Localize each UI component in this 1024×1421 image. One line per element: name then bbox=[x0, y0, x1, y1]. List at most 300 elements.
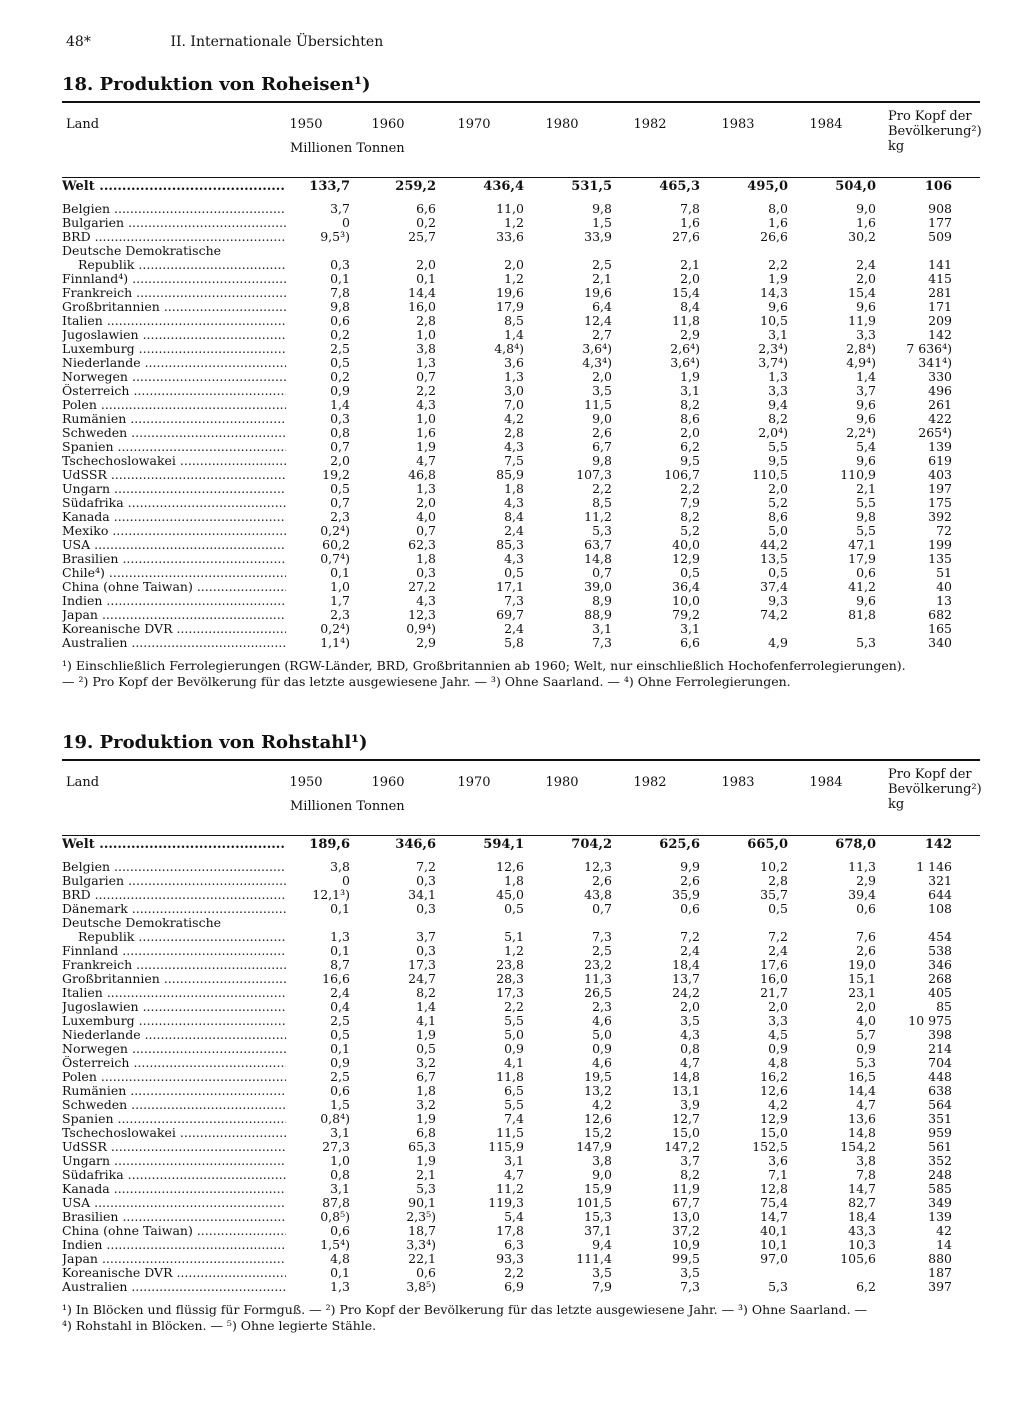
per-capita-cell: 585 bbox=[928, 1181, 952, 1196]
country-cell bbox=[62, 580, 286, 594]
value-cell: 7,8 bbox=[330, 285, 350, 300]
value-cell: 0,8 bbox=[330, 1167, 350, 1182]
value-cell: 14,3 bbox=[760, 285, 788, 300]
value-cell: 4,6 bbox=[592, 1055, 612, 1070]
value-cell: 0,5 bbox=[680, 565, 700, 580]
table-row bbox=[62, 300, 980, 314]
value-cell: 665,0 bbox=[747, 837, 788, 852]
value-cell: 2,1 bbox=[680, 257, 700, 272]
value-cell: 0,4 bbox=[330, 999, 350, 1014]
value-cell: 2,5 bbox=[330, 341, 350, 356]
per-capita-cell bbox=[882, 244, 980, 258]
value-cell: 147,9 bbox=[576, 1139, 612, 1154]
value-cell: 11,5 bbox=[496, 1125, 524, 1140]
column-header-per-capita: Pro Kopf der Bevölkerung²) kg bbox=[888, 109, 982, 154]
value-cell: 0,5 bbox=[330, 481, 350, 496]
value-cell: 1,4 bbox=[856, 369, 876, 384]
value-cell: 0 bbox=[342, 873, 350, 888]
value-cell: 6,4 bbox=[592, 299, 612, 314]
country-name: Finnland ..... bbox=[62, 944, 286, 958]
unit-label: Millionen Tonnen bbox=[290, 799, 405, 814]
value-cell: 37,2 bbox=[672, 1223, 700, 1238]
table-row bbox=[62, 986, 980, 1000]
value-cell: 11,9 bbox=[848, 313, 876, 328]
value-cell: 12,6 bbox=[584, 1111, 612, 1126]
column-header-year: 1982 bbox=[633, 117, 667, 132]
value-cell: 11,9 bbox=[672, 1181, 700, 1196]
value-cell: 35,9 bbox=[672, 887, 700, 902]
country-cell bbox=[62, 608, 286, 622]
value-cell: 3,6 bbox=[504, 355, 524, 370]
country-cell bbox=[62, 1224, 286, 1238]
value-cell: 93,3 bbox=[496, 1251, 524, 1266]
value-cell: 2,4 bbox=[330, 985, 350, 1000]
value-cell: 9,3 bbox=[768, 593, 788, 608]
value-cell: 9,8 bbox=[856, 509, 876, 524]
value-cell: 2,9 bbox=[856, 873, 876, 888]
table-row bbox=[62, 510, 980, 524]
value-cell: 5,5 bbox=[856, 495, 876, 510]
value-cell: 7,6 bbox=[856, 929, 876, 944]
value-cell: 13,1 bbox=[672, 1083, 700, 1098]
value-cell: 17,3 bbox=[408, 957, 436, 972]
per-capita-cell: 398 bbox=[928, 1027, 952, 1042]
value-cell: 1,9 bbox=[680, 369, 700, 384]
per-capita-cell: 142 bbox=[924, 837, 952, 852]
value-cell: 0,6 bbox=[856, 565, 876, 580]
value-cell: 3,0 bbox=[504, 383, 524, 398]
value-cell: 81,8 bbox=[848, 607, 876, 622]
value-cell: 2,0 bbox=[680, 271, 700, 286]
value-cell: 9,0 bbox=[856, 201, 876, 216]
value-cell: 2,6 bbox=[592, 873, 612, 888]
value-cell: 0,6 bbox=[330, 1083, 350, 1098]
value-cell: 6,2 bbox=[856, 1279, 876, 1294]
country-name: Jugoslawien ..... bbox=[62, 1000, 286, 1014]
value-cell: 0,6 bbox=[416, 1265, 436, 1280]
value-cell: 0,5 bbox=[768, 565, 788, 580]
table-row bbox=[62, 1224, 980, 1238]
column-header-year: 1950 bbox=[289, 775, 323, 790]
per-capita-cell: 7 636⁴) bbox=[906, 341, 952, 356]
value-cell: 678,0 bbox=[835, 837, 876, 852]
country-cell bbox=[62, 1168, 286, 1182]
value-cell: 5,5 bbox=[856, 523, 876, 538]
value-cell: 2,2 bbox=[504, 999, 524, 1014]
column-header-land: Land bbox=[66, 117, 100, 132]
value-cell: 12,9 bbox=[672, 551, 700, 566]
value-cell: 10,3 bbox=[848, 1237, 876, 1252]
country-name: Belgien ..... bbox=[62, 202, 286, 216]
value-cell: 21,7 bbox=[760, 985, 788, 1000]
country-name: BRD ..... bbox=[62, 888, 286, 902]
per-capita-cell: 405 bbox=[928, 985, 952, 1000]
value-cell: 4,9 bbox=[768, 635, 788, 650]
value-cell: 2,0 bbox=[856, 271, 876, 286]
country-name: Tschechoslowakei ..... bbox=[62, 454, 286, 468]
value-cell: 0,7 bbox=[330, 439, 350, 454]
table-row bbox=[62, 286, 980, 300]
per-capita-cell: 165 bbox=[928, 621, 952, 636]
table-row bbox=[62, 496, 980, 510]
table-row bbox=[62, 258, 980, 272]
value-cell: 1,5 bbox=[592, 215, 612, 230]
country-name: Polen ..... bbox=[62, 1070, 286, 1084]
value-cell: 115,9 bbox=[488, 1139, 524, 1154]
value-cell: 7,8 bbox=[680, 201, 700, 216]
value-cell: 0,1 bbox=[330, 565, 350, 580]
value-cell: 0,8⁵) bbox=[320, 1209, 350, 1224]
value-cell: 2,0⁴) bbox=[758, 425, 788, 440]
value-cell: 17,9 bbox=[496, 299, 524, 314]
value-cell: 0,2 bbox=[330, 369, 350, 384]
value-cell: 0 bbox=[342, 215, 350, 230]
value-cell: 1,0 bbox=[330, 579, 350, 594]
value-cell: 0,9 bbox=[330, 1055, 350, 1070]
value-cell bbox=[442, 244, 530, 258]
value-cell: 15,9 bbox=[584, 1181, 612, 1196]
value-cell bbox=[706, 244, 794, 258]
country-name: Dänemark ..... bbox=[62, 902, 286, 916]
value-cell: 504,0 bbox=[835, 179, 876, 194]
per-capita-cell: 422 bbox=[928, 411, 952, 426]
value-cell: 0,3 bbox=[416, 901, 436, 916]
value-cell: 17,1 bbox=[496, 579, 524, 594]
value-cell: 5,2 bbox=[680, 523, 700, 538]
country-cell bbox=[62, 916, 286, 930]
value-cell: 19,6 bbox=[496, 285, 524, 300]
country-name: Belgien ..... bbox=[62, 860, 286, 874]
value-cell: 0,7 bbox=[416, 523, 436, 538]
value-cell: 3,1 bbox=[504, 1153, 524, 1168]
value-cell: 40,1 bbox=[760, 1223, 788, 1238]
value-cell: 5,3 bbox=[592, 523, 612, 538]
country-name: Koreanische DVR ..... bbox=[62, 622, 286, 636]
value-cell: 7,9 bbox=[592, 1279, 612, 1294]
value-cell bbox=[794, 1266, 882, 1280]
country-name: Frankreich ..... bbox=[62, 286, 286, 300]
country-name: Spanien ..... bbox=[62, 1112, 286, 1126]
value-cell: 0,2⁴) bbox=[320, 621, 350, 636]
per-capita-cell: 454 bbox=[928, 929, 952, 944]
value-cell: 2,0 bbox=[416, 257, 436, 272]
country-name: Bulgarien ..... bbox=[62, 216, 286, 230]
country-name: Polen ..... bbox=[62, 398, 286, 412]
value-cell: 35,7 bbox=[760, 887, 788, 902]
footnote-line: ⁴) Rohstahl in Blöcken. — ⁵) Ohne legierte Stähle. bbox=[62, 1318, 377, 1333]
table-title: 18. Produktion von Roheisen¹) bbox=[62, 74, 371, 95]
value-cell: 11,0 bbox=[496, 201, 524, 216]
country-cell bbox=[62, 958, 286, 972]
country-cell bbox=[62, 636, 286, 650]
country-cell bbox=[62, 1098, 286, 1112]
value-cell: 1,5 bbox=[330, 1097, 350, 1112]
value-cell bbox=[356, 916, 442, 930]
value-cell: 19,5 bbox=[584, 1069, 612, 1084]
table-title: 19. Produktion von Rohstahl¹) bbox=[62, 732, 368, 753]
world-row bbox=[62, 836, 980, 860]
value-cell: 14,8 bbox=[848, 1125, 876, 1140]
value-cell: 0,7 bbox=[592, 565, 612, 580]
value-cell: 0,7 bbox=[592, 901, 612, 916]
value-cell: 101,5 bbox=[576, 1195, 612, 1210]
value-cell: 4,3 bbox=[504, 551, 524, 566]
value-cell: 1,3 bbox=[768, 369, 788, 384]
table-row bbox=[62, 888, 980, 902]
value-cell: 4,9⁴) bbox=[846, 355, 876, 370]
value-cell: 259,2 bbox=[395, 179, 436, 194]
value-cell: 6,6 bbox=[680, 635, 700, 650]
table-row bbox=[62, 440, 980, 454]
value-cell: 1,8 bbox=[504, 481, 524, 496]
value-cell: 2,8⁴) bbox=[846, 341, 876, 356]
value-cell: 4,2 bbox=[592, 1097, 612, 1112]
value-cell: 0,1 bbox=[330, 271, 350, 286]
value-cell: 7,8 bbox=[856, 1167, 876, 1182]
country-name: Niederlande ..... bbox=[62, 356, 286, 370]
value-cell: 14,4 bbox=[408, 285, 436, 300]
table-row bbox=[62, 426, 980, 440]
per-capita-cell: 209 bbox=[928, 313, 952, 328]
value-cell: 6,2 bbox=[680, 439, 700, 454]
country-cell bbox=[62, 510, 286, 524]
per-capita-cell: 346 bbox=[928, 957, 952, 972]
value-cell: 27,3 bbox=[322, 1139, 350, 1154]
value-cell: 85,9 bbox=[496, 467, 524, 482]
table-row bbox=[62, 468, 980, 482]
value-cell bbox=[618, 916, 706, 930]
value-cell: 152,5 bbox=[752, 1139, 788, 1154]
value-cell: 7,3 bbox=[592, 635, 612, 650]
value-cell: 12,3 bbox=[584, 859, 612, 874]
per-capita-cell: 177 bbox=[928, 215, 952, 230]
value-cell: 4,6 bbox=[592, 1013, 612, 1028]
value-cell: 19,6 bbox=[584, 285, 612, 300]
table-row bbox=[62, 314, 980, 328]
value-cell: 9,9 bbox=[680, 859, 700, 874]
table-row bbox=[62, 216, 980, 230]
table-row bbox=[62, 622, 980, 636]
column-header-year: 1960 bbox=[371, 775, 405, 790]
value-cell: 17,3 bbox=[496, 985, 524, 1000]
value-cell: 37,4 bbox=[760, 579, 788, 594]
value-cell: 6,9 bbox=[504, 1279, 524, 1294]
value-cell: 1,7 bbox=[330, 593, 350, 608]
table-row bbox=[62, 1168, 980, 1182]
value-cell: 85,3 bbox=[496, 537, 524, 552]
value-cell: 5,0 bbox=[592, 1027, 612, 1042]
value-cell: 4,5 bbox=[768, 1027, 788, 1042]
country-cell bbox=[62, 370, 286, 384]
value-cell: 2,7 bbox=[592, 327, 612, 342]
value-cell: 18,7 bbox=[408, 1223, 436, 1238]
value-cell: 3,3 bbox=[768, 383, 788, 398]
value-cell: 2,3⁴) bbox=[758, 341, 788, 356]
value-cell: 106,7 bbox=[664, 467, 700, 482]
value-cell: 14,8 bbox=[584, 551, 612, 566]
value-cell: 9,8 bbox=[592, 201, 612, 216]
value-cell: 3,9 bbox=[680, 1097, 700, 1112]
value-cell: 0,9⁴) bbox=[406, 621, 436, 636]
value-cell bbox=[794, 916, 882, 930]
value-cell: 0,8 bbox=[680, 1041, 700, 1056]
country-name: Ungarn ..... bbox=[62, 1154, 286, 1168]
value-cell: 0,1 bbox=[330, 943, 350, 958]
value-cell bbox=[530, 916, 618, 930]
country-name: Brasilien ..... bbox=[62, 1210, 286, 1224]
per-capita-cell: 135 bbox=[928, 551, 952, 566]
per-capita-cell: 619 bbox=[928, 453, 952, 468]
value-cell: 0,9 bbox=[856, 1041, 876, 1056]
country-cell bbox=[62, 1056, 286, 1070]
value-cell: 1,4 bbox=[330, 397, 350, 412]
value-cell: 2,0 bbox=[680, 425, 700, 440]
value-cell: 8,0 bbox=[768, 201, 788, 216]
per-capita-cell: 248 bbox=[928, 1167, 952, 1182]
value-cell: 7,2 bbox=[416, 859, 436, 874]
value-cell: 3,3 bbox=[768, 1013, 788, 1028]
value-cell: 9,6 bbox=[768, 299, 788, 314]
table-row bbox=[62, 398, 980, 412]
value-cell: 47,1 bbox=[848, 537, 876, 552]
value-cell: 704,2 bbox=[571, 837, 612, 852]
value-cell: 1,6 bbox=[768, 215, 788, 230]
value-cell: 7,1 bbox=[768, 1167, 788, 1182]
chapter-title: II. Internationale Übersichten bbox=[170, 34, 384, 50]
value-cell bbox=[442, 916, 530, 930]
country-name: Japan ..... bbox=[62, 1252, 286, 1266]
country-cell bbox=[62, 1140, 286, 1154]
value-cell: 12,8 bbox=[760, 1181, 788, 1196]
value-cell: 2,3⁵) bbox=[406, 1209, 436, 1224]
value-cell: 107,3 bbox=[576, 467, 612, 482]
per-capita-cell: 704 bbox=[928, 1055, 952, 1070]
value-cell: 7,4 bbox=[504, 1111, 524, 1126]
value-cell: 9,6 bbox=[856, 397, 876, 412]
value-cell: 5,3 bbox=[856, 1055, 876, 1070]
table-row bbox=[62, 1112, 980, 1126]
value-cell: 1,2 bbox=[504, 215, 524, 230]
per-capita-cell: 72 bbox=[936, 523, 952, 538]
running-header bbox=[66, 34, 383, 50]
value-cell: 8,5 bbox=[504, 313, 524, 328]
value-cell: 90,1 bbox=[408, 1195, 436, 1210]
country-cell bbox=[62, 230, 286, 244]
table-row bbox=[62, 272, 980, 286]
country-cell bbox=[62, 986, 286, 1000]
country-name: China (ohne Taiwan) ..... bbox=[62, 1224, 286, 1238]
per-capita-cell: 10 975 bbox=[908, 1013, 952, 1028]
value-cell bbox=[286, 916, 356, 930]
value-cell: 7,9 bbox=[680, 495, 700, 510]
value-cell: 9,5 bbox=[768, 453, 788, 468]
country-cell bbox=[62, 972, 286, 986]
value-cell: 3,7 bbox=[330, 201, 350, 216]
country-name: Bulgarien ..... bbox=[62, 874, 286, 888]
table-row bbox=[62, 1028, 980, 1042]
value-cell: 2,1 bbox=[592, 271, 612, 286]
value-cell: 3,7 bbox=[416, 929, 436, 944]
value-cell: 2,1 bbox=[856, 481, 876, 496]
value-cell: 2,0 bbox=[330, 453, 350, 468]
per-capita-cell: 281 bbox=[928, 285, 952, 300]
value-cell: 3,5 bbox=[592, 383, 612, 398]
table-row bbox=[62, 608, 980, 622]
value-cell: 2,6 bbox=[856, 943, 876, 958]
country-name: Australien ..... bbox=[62, 636, 286, 650]
country-cell bbox=[62, 566, 286, 580]
country-cell bbox=[62, 412, 286, 426]
country-cell bbox=[62, 1196, 286, 1210]
value-cell: 4,2 bbox=[504, 411, 524, 426]
country-cell bbox=[62, 1084, 286, 1098]
table-row bbox=[62, 916, 980, 930]
value-cell: 1,9 bbox=[416, 1153, 436, 1168]
value-cell: 2,6 bbox=[592, 425, 612, 440]
value-cell: 9,6 bbox=[856, 411, 876, 426]
value-cell: 88,9 bbox=[584, 607, 612, 622]
value-cell: 0,3 bbox=[416, 565, 436, 580]
value-cell: 4,3 bbox=[504, 439, 524, 454]
value-cell: 2,9 bbox=[680, 327, 700, 342]
country-name: Japan ..... bbox=[62, 608, 286, 622]
table-row bbox=[62, 230, 980, 244]
value-cell: 13,2 bbox=[584, 1083, 612, 1098]
country-name: Niederlande ..... bbox=[62, 1028, 286, 1042]
country-name: Österreich ..... bbox=[62, 1056, 286, 1070]
country-name: Welt ..... bbox=[62, 836, 286, 854]
value-cell: 0,8⁴) bbox=[320, 1111, 350, 1126]
value-cell: 65,3 bbox=[408, 1139, 436, 1154]
value-cell: 0,7⁴) bbox=[320, 551, 350, 566]
value-cell: 4,8 bbox=[768, 1055, 788, 1070]
column-header-year: 1983 bbox=[721, 775, 755, 790]
value-cell: 23,1 bbox=[848, 985, 876, 1000]
table-row bbox=[62, 1140, 980, 1154]
value-cell: 0,8 bbox=[330, 425, 350, 440]
country-cell bbox=[62, 202, 286, 216]
country-name: Finnland⁴) ..... bbox=[62, 272, 286, 286]
value-cell: 15,4 bbox=[848, 285, 876, 300]
country-cell bbox=[62, 1266, 286, 1280]
per-capita-cell: 321 bbox=[928, 873, 952, 888]
per-capita-cell: 171 bbox=[928, 299, 952, 314]
per-capita-cell: 214 bbox=[928, 1041, 952, 1056]
value-cell: 16,2 bbox=[760, 1069, 788, 1084]
table-row bbox=[62, 454, 980, 468]
value-cell: 465,3 bbox=[659, 179, 700, 194]
table-row bbox=[62, 580, 980, 594]
value-cell: 16,5 bbox=[848, 1069, 876, 1084]
per-capita-cell: 1 146 bbox=[916, 859, 952, 874]
table-row bbox=[62, 342, 980, 356]
value-cell: 2,9 bbox=[416, 635, 436, 650]
value-cell bbox=[356, 244, 442, 258]
value-cell: 4,1 bbox=[504, 1055, 524, 1070]
value-cell: 14,8 bbox=[672, 1069, 700, 1084]
value-cell: 4,0 bbox=[416, 509, 436, 524]
table-row bbox=[62, 370, 980, 384]
value-cell: 43,8 bbox=[584, 887, 612, 902]
value-cell: 2,1 bbox=[416, 1167, 436, 1182]
value-cell: 0,5 bbox=[330, 1027, 350, 1042]
value-cell: 44,2 bbox=[760, 537, 788, 552]
value-cell: 3,8 bbox=[856, 1153, 876, 1168]
value-cell: 0,5 bbox=[504, 565, 524, 580]
value-cell: 19,2 bbox=[322, 467, 350, 482]
value-cell: 1,6 bbox=[416, 425, 436, 440]
value-cell: 10,2 bbox=[760, 859, 788, 874]
